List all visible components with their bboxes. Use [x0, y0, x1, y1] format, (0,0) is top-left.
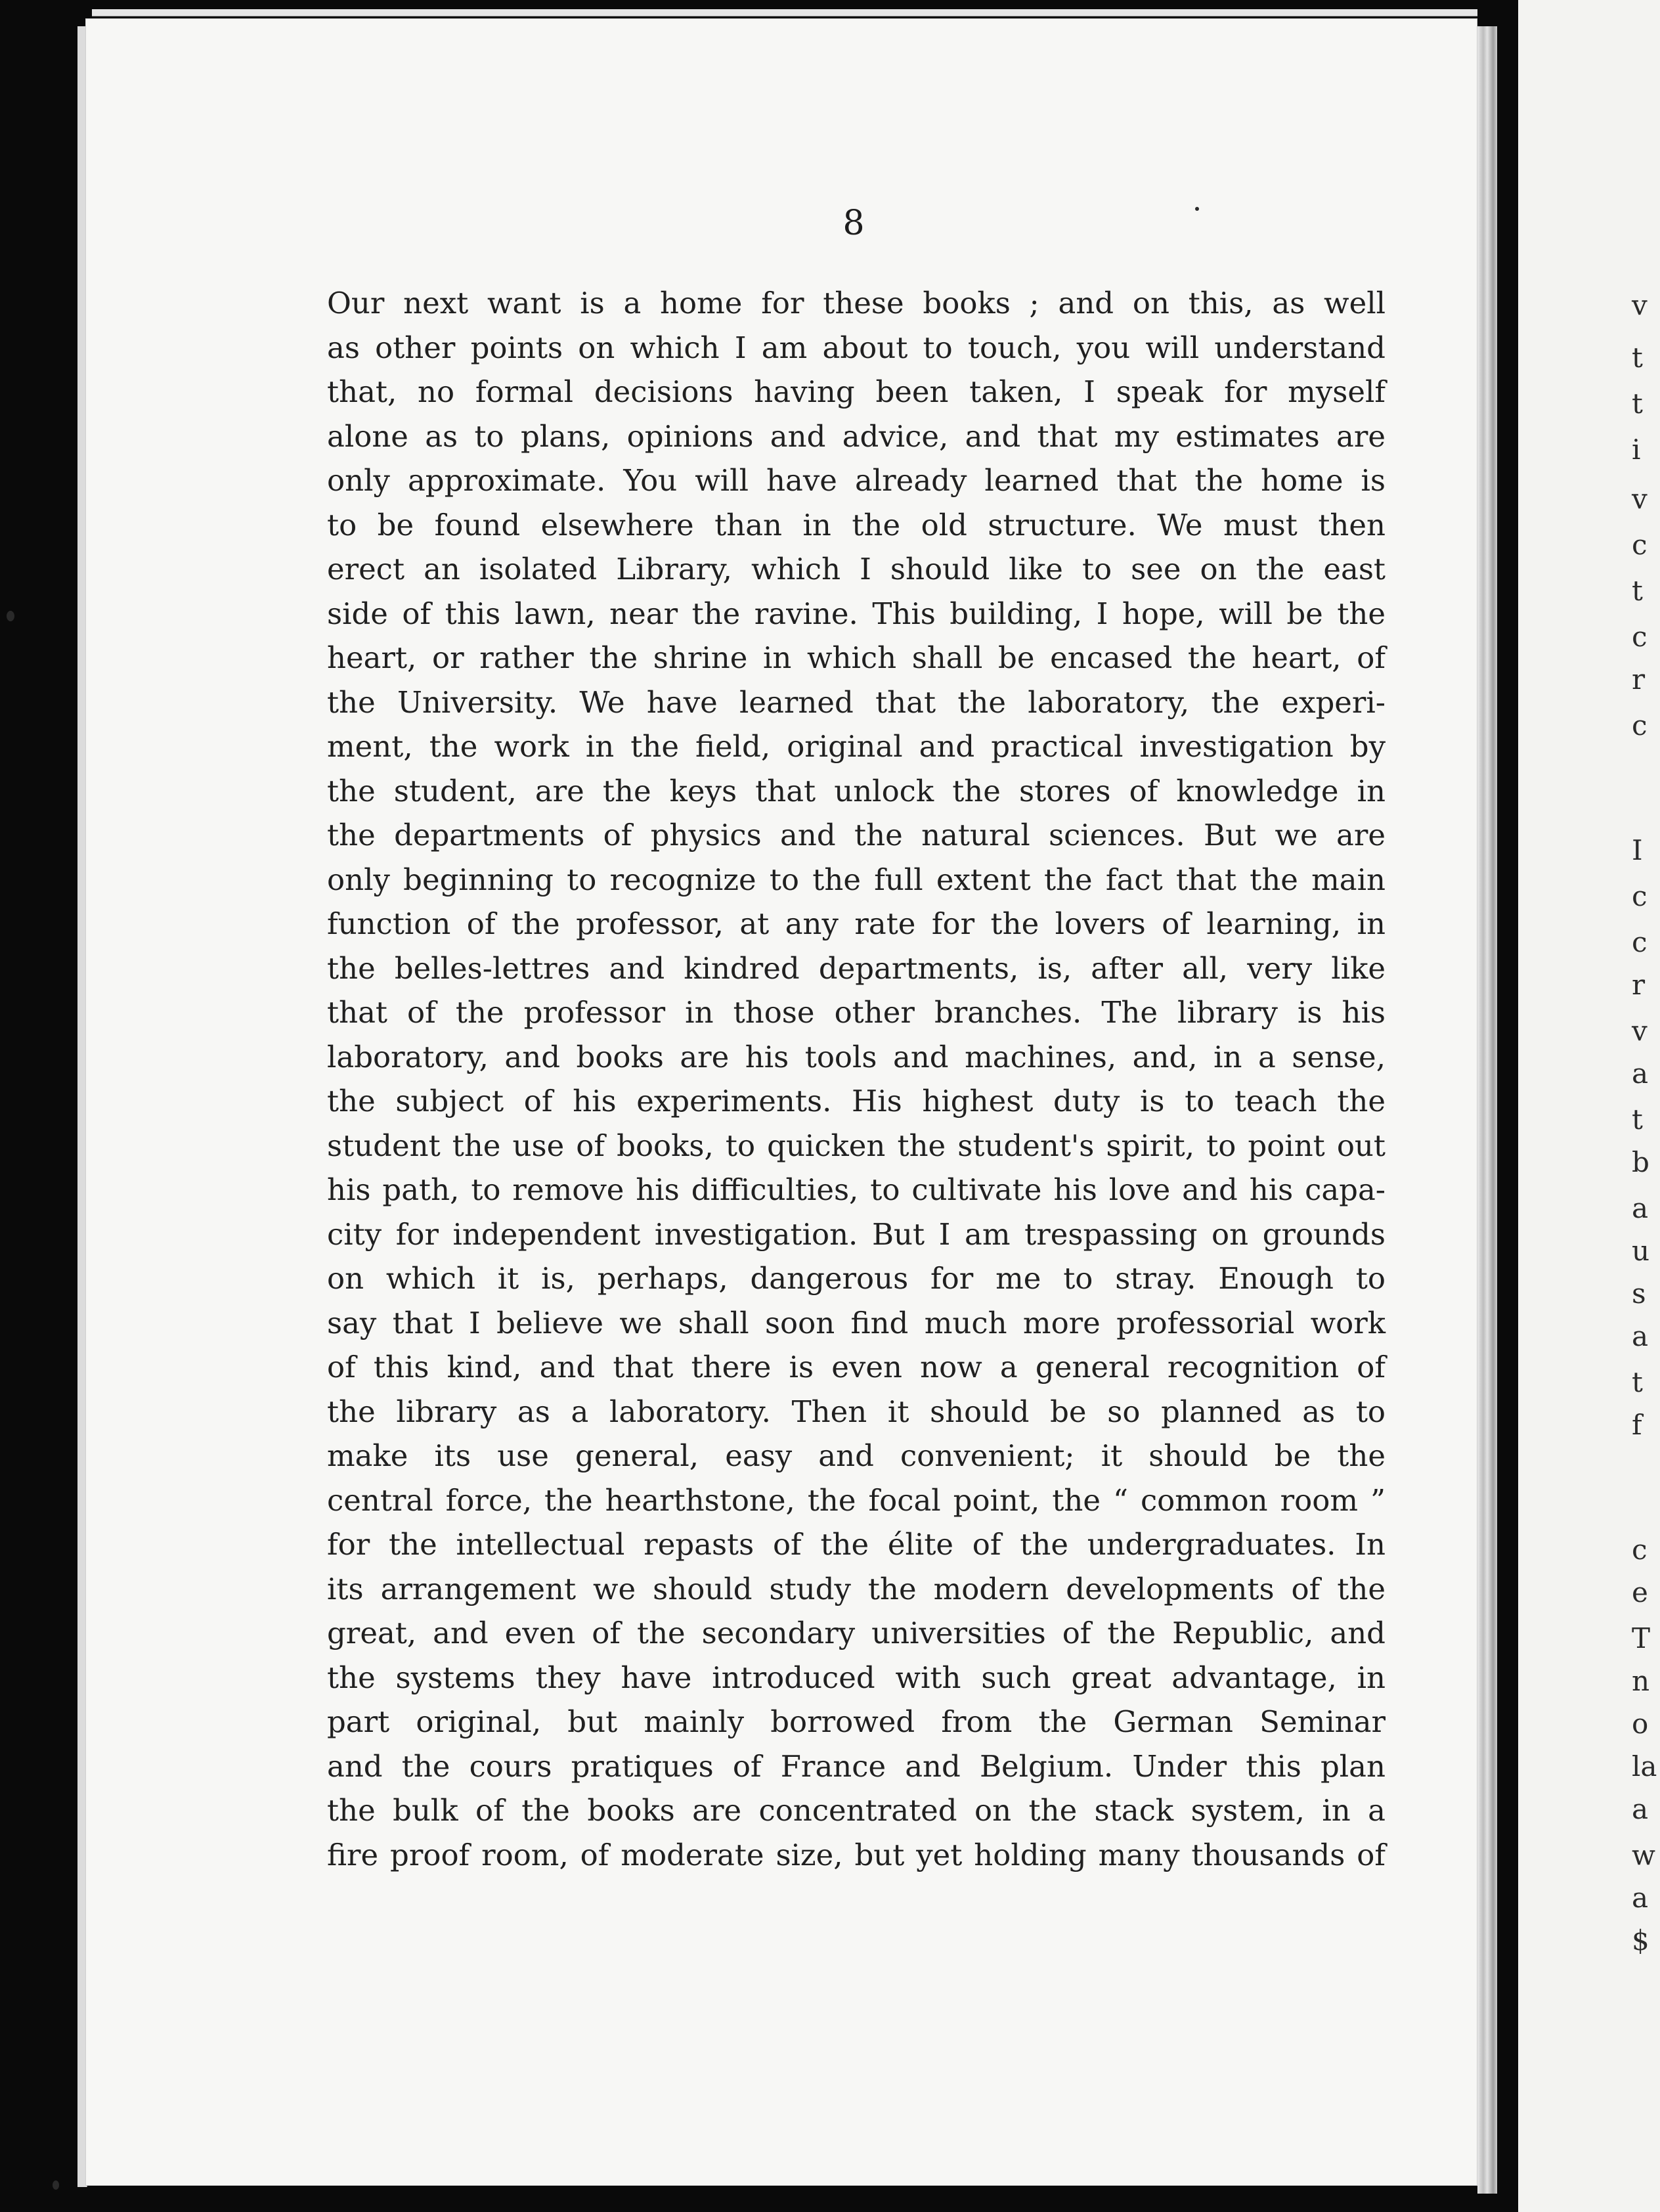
text-line: city for independent investigation. But I am trespassing on grounds: [327, 1216, 1386, 1252]
adjacent-page-letter: c: [1632, 880, 1648, 912]
adjacent-page-letter: I: [1632, 834, 1643, 866]
text-line: only approximate. You will have already learned that the home is: [327, 463, 1386, 498]
adjacent-page-letter: b: [1632, 1146, 1649, 1178]
text-line: side of this lawn, near the ravine. This building, I hope, will be the: [327, 596, 1386, 631]
text-line: laboratory, and books are his tools and machines, and, in a sense,: [327, 1039, 1386, 1074]
adjacent-page-letter: r: [1632, 663, 1646, 696]
adjacent-page-letter: e: [1632, 1576, 1648, 1608]
body-text: [327, 281, 1386, 1877]
text-line: and the cours pratiques of France and Belgium. Under this plan: [327, 1748, 1386, 1784]
adjacent-page-letter: t: [1632, 342, 1643, 374]
text-line: Our next want is a home for these books ; and on this, as well: [327, 286, 1386, 321]
adjacent-page-letter: a: [1632, 1057, 1649, 1090]
text-line: alone as to plans, opinions and advice, and that my estimates are: [327, 418, 1386, 454]
adjacent-page-letter: c: [1632, 1534, 1648, 1566]
text-line: the belles-lettres and kindred departments, is, after all, very like: [327, 950, 1386, 986]
page-edge-top: [92, 9, 1477, 16]
text-line: that, no formal decisions having been taken, I speak for myself: [327, 374, 1386, 409]
adjacent-page-letter: f: [1632, 1409, 1642, 1441]
adjacent-page-letter: u: [1632, 1235, 1650, 1267]
text-line: of this kind, and that there is even now a general recognition of: [327, 1350, 1386, 1384]
adjacent-page-letter: i: [1632, 433, 1641, 466]
text-line: fire proof room, of moderate size, but yet holding many thousands of: [327, 1837, 1386, 1872]
adjacent-page-letter: c: [1632, 709, 1648, 741]
adjacent-page-letter: t: [1632, 575, 1643, 607]
adjacent-page-letter: a: [1632, 1192, 1649, 1224]
adjacent-page-letter: s: [1632, 1277, 1646, 1310]
adjacent-page-letter: c: [1632, 529, 1648, 561]
text-line: ment, the work in the field, original and practical investigation by: [327, 729, 1386, 764]
adjacent-page-letter: n: [1632, 1665, 1650, 1697]
text-line: its arrangement we should study the modern developments of the: [327, 1571, 1386, 1606]
text-line: the University. We have learned that the laboratory, the experi-: [327, 684, 1386, 720]
text-line: heart, or rather the shrine in which shall be encased the heart, of: [327, 640, 1386, 675]
adjacent-page-letter: v: [1632, 483, 1648, 515]
text-line: to be found elsewhere than in the old structure. We must then: [327, 507, 1386, 542]
adjacent-page-letter: o: [1632, 1708, 1649, 1740]
adjacent-page-letter: a: [1632, 1793, 1649, 1825]
text-line: the subject of his experiments. His highest duty is to teach the: [327, 1084, 1386, 1118]
text-line: on which it is, perhaps, dangerous for me to stray. Enough to: [327, 1261, 1386, 1296]
text-line: the student, are the keys that unlock the stores of knowledge in: [327, 773, 1386, 808]
text-line: function of the professor, at any rate for the lovers of learning, in: [327, 906, 1386, 941]
text-line: for the intellectual repasts of the élite of the undergraduates. In: [327, 1527, 1386, 1562]
scan-speck: [7, 611, 14, 621]
text-line: only beginning to recognize to the full extent the fact that the main: [327, 862, 1386, 897]
text-line: erect an isolated Library, which I should like to see on the east: [327, 552, 1386, 586]
text-line: great, and even of the secondary universities of the Republic, and: [327, 1616, 1386, 1650]
text-line: his path, to remove his difficulties, to cultivate his love and his capa-: [327, 1172, 1386, 1207]
adjacent-page-letter: T: [1632, 1622, 1651, 1654]
text-line: as other points on which I am about to touch, you will understand: [327, 330, 1386, 365]
adjacent-page-letter: c: [1632, 621, 1648, 653]
adjacent-page-letter: c: [1632, 926, 1648, 958]
adjacent-page-letter: a: [1632, 1320, 1649, 1352]
adjacent-page-letter: t: [1632, 1366, 1643, 1398]
text-line: student the use of books, to quicken the student's spirit, to point out: [327, 1128, 1386, 1163]
adjacent-page-letter: v: [1632, 1015, 1648, 1047]
adjacent-page-letter: v: [1632, 289, 1648, 321]
adjacent-page-text: [1632, 0, 1660, 2212]
adjacent-page-letter: $: [1632, 1924, 1649, 1957]
adjacent-page-letter: w: [1632, 1839, 1655, 1871]
adjacent-page-letter: la: [1632, 1750, 1657, 1782]
adjacent-page-letter: r: [1632, 969, 1646, 1001]
text-line: make its use general, easy and convenient; it should be the: [327, 1438, 1386, 1473]
text-line: part original, but mainly borrowed from the German Seminar: [327, 1704, 1386, 1739]
adjacent-page-letter: a: [1632, 1882, 1649, 1914]
text-line: central force, the hearthstone, the focal point, the “ common room ”: [327, 1482, 1386, 1518]
scan-speck: [53, 2180, 59, 2190]
adjacent-page-letter: t: [1632, 387, 1643, 420]
adjacent-page-letter: t: [1632, 1103, 1643, 1136]
text-line: the bulk of the books are concentrated on the stack system, in a: [327, 1793, 1386, 1828]
text-line: that of the professor in those other branches. The library is his: [327, 995, 1386, 1030]
scan-speck: [1195, 207, 1199, 211]
text-line: the library as a laboratory. Then it should be so planned as to: [327, 1394, 1386, 1429]
page-number: 8: [842, 204, 865, 243]
text-line: the systems they have introduced with such great advantage, in: [327, 1660, 1386, 1695]
text-line: say that I believe we shall soon find much more professorial work: [327, 1305, 1386, 1340]
page-stack-edge: [1477, 26, 1497, 2194]
text-line: the departments of physics and the natural sciences. But we are: [327, 818, 1386, 852]
